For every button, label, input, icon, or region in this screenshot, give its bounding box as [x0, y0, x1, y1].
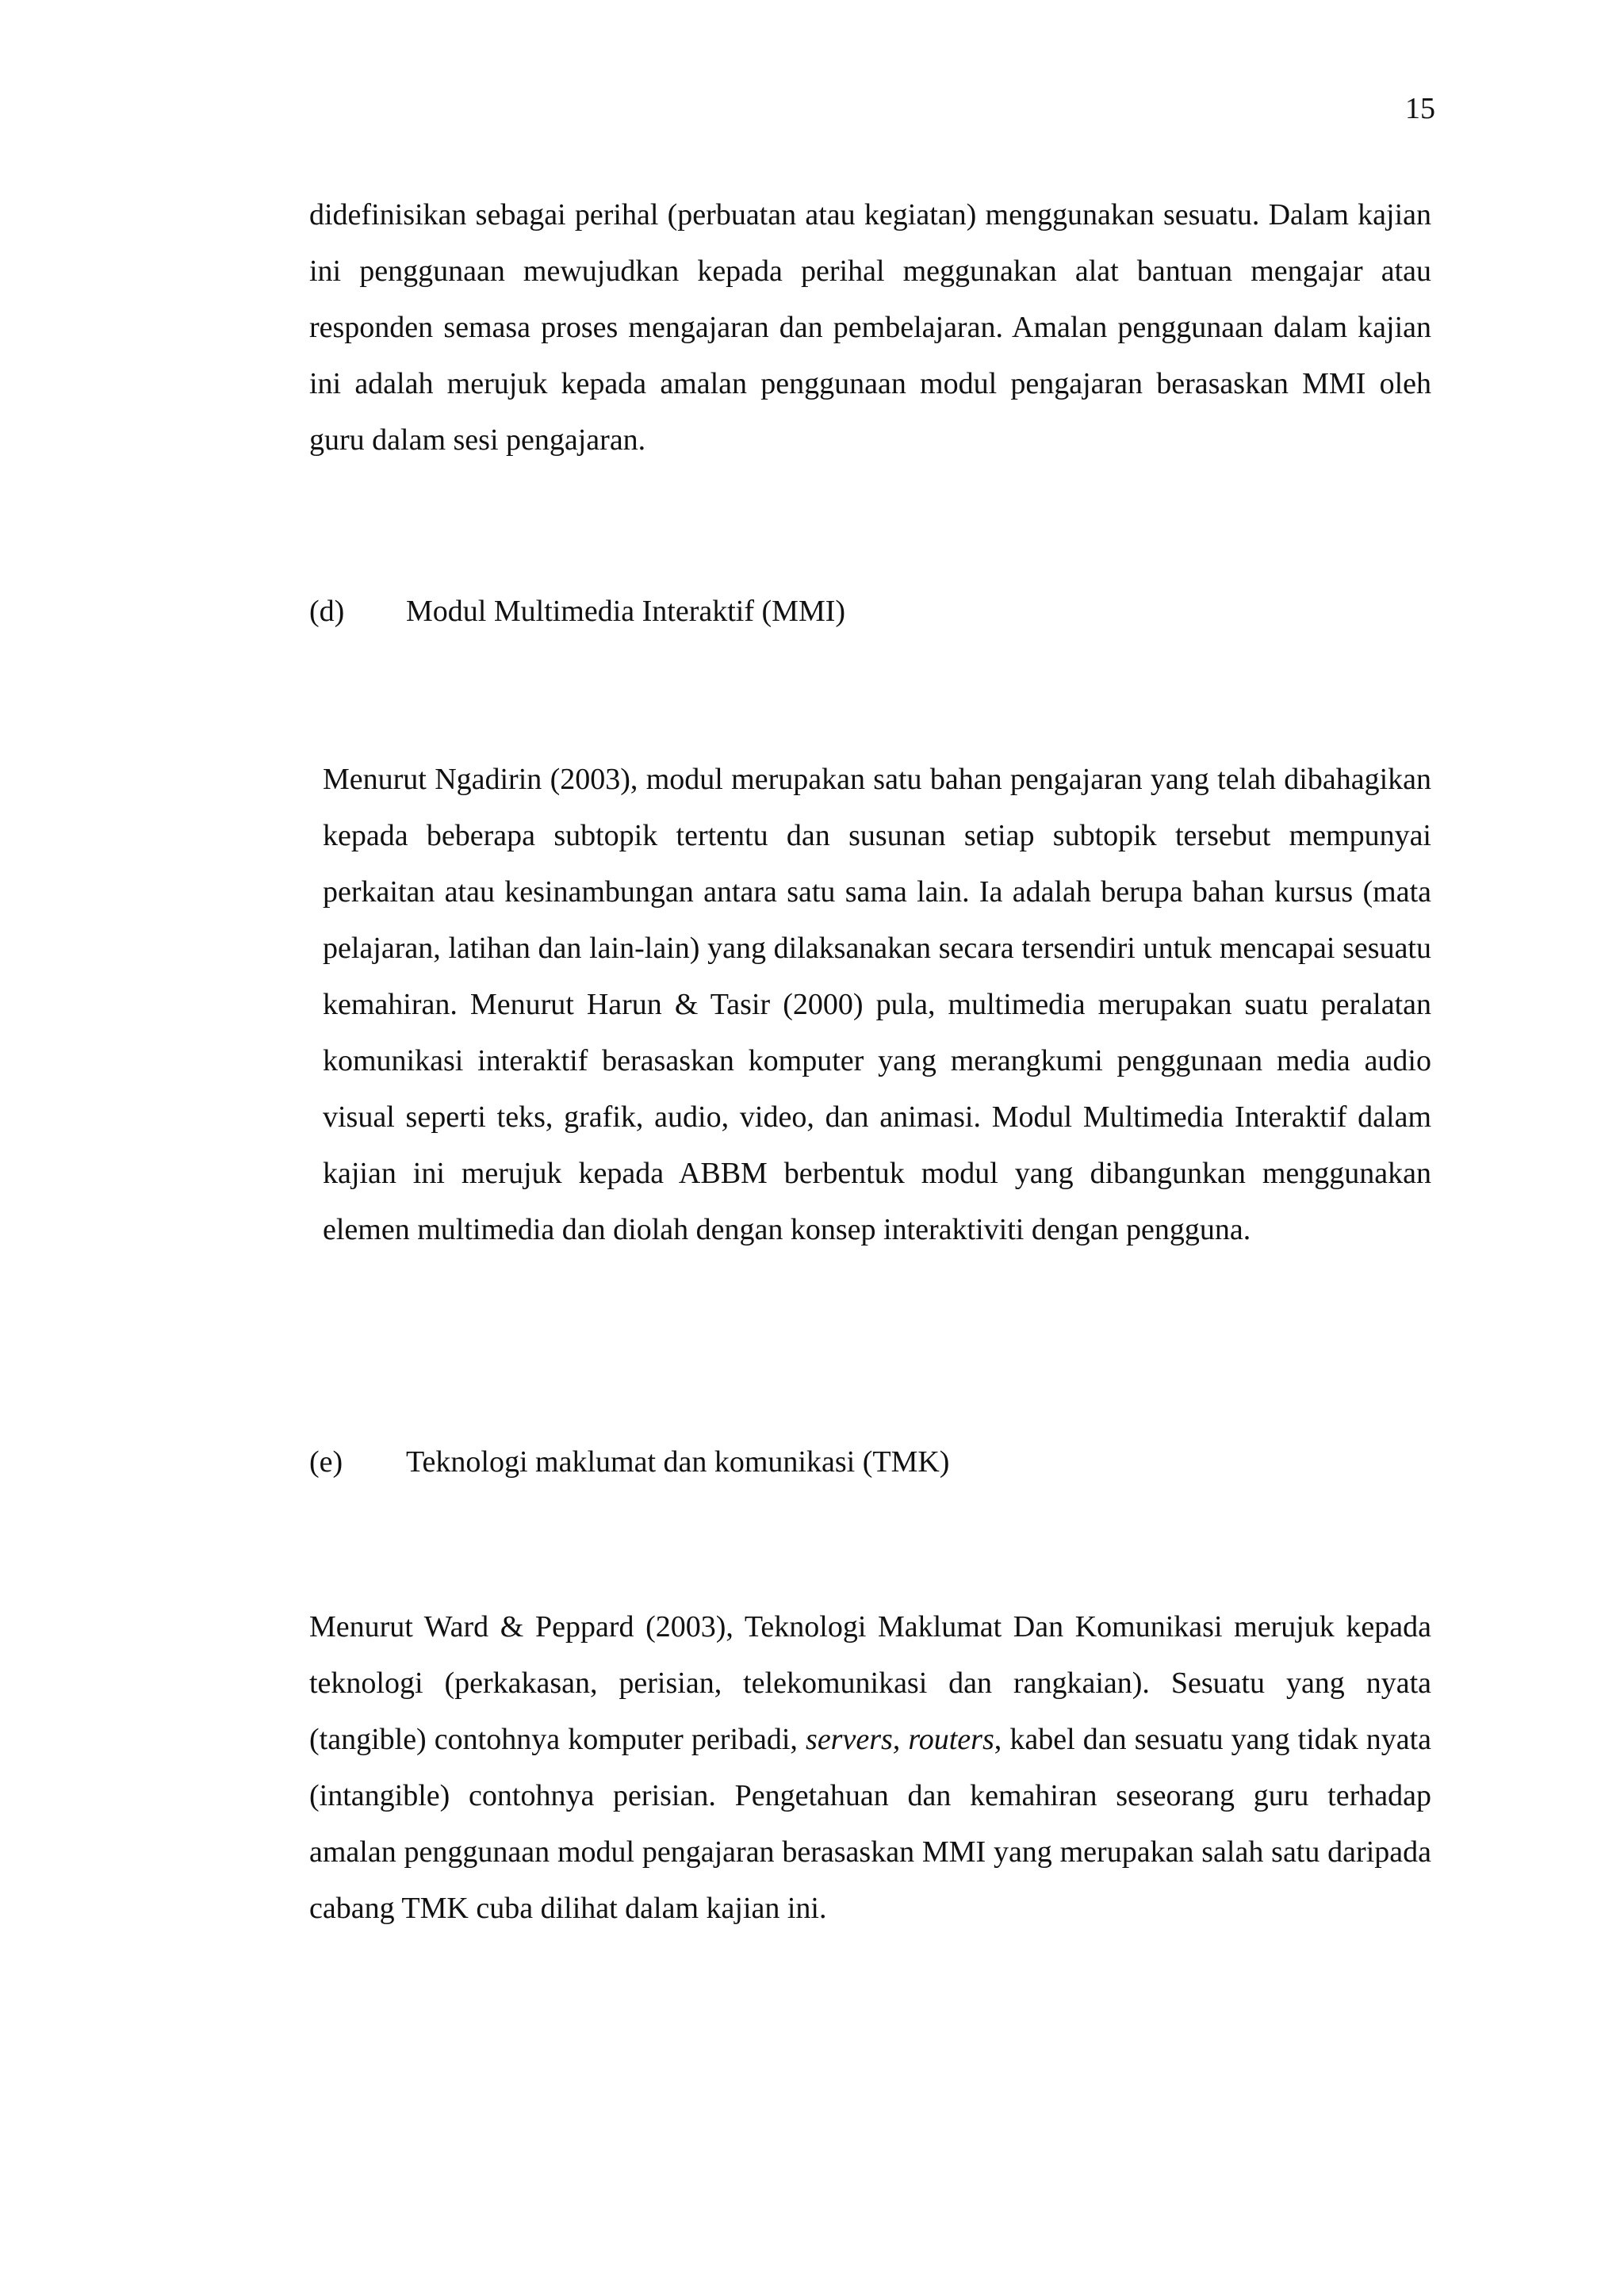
paragraph-modul-multimedia: Menurut Ngadirin (2003), modul merupakan satu bahan pengajaran yang telah dibahagikan kepada beberapa subtopik tertentu dan susunan setiap subtopik tersebut mempunyai perkaitan atau kesinambungan antara satu sama lain. Ia adalah berupa bahan kursus (mata pelajaran, latihan dan lain-lain) yang dilaksanakan secara tersendiri untuk mencapai sesuatu kemahiran. Menurut Harun & Tasir (2000) pula, multimedia merupakan suatu peralatan komunikasi interaktif berasaskan komputer yang merangkumi penggunaan media audio visual seperti teks, grafik, audio, video, dan animasi. Modul Multimedia Interaktif dalam kajian ini merujuk kepada ABBM berbentuk modul yang dibangunkan menggunakan elemen multimedia dan diolah dengan konsep interaktiviti dengan pengguna.	[323, 763, 1431, 1246]
paragraph-tmk-part-2: , kabel dan sesuatu yang tidak nyata (intangible) contohnya perisian. Pengetahuan dan kemahiran seseorang guru terhadap amalan penggunaan modul pengajaran berasaskan MMI yang merupakan salah satu daripada cabang TMK cuba dilihat dalam kajian ini.	[309, 1723, 1431, 1925]
section-title-d: Modul Multimedia Interaktif (MMI)	[406, 595, 846, 628]
section-heading-d	[309, 596, 845, 626]
paragraph-tmk	[309, 1599, 1431, 1937]
section-title-e: Teknologi maklumat dan komunikasi (TMK)	[406, 1445, 950, 1479]
paragraph-tmk-italic: servers, routers	[806, 1723, 994, 1756]
page-number: 15	[1405, 92, 1435, 125]
section-label-d: (d)	[309, 595, 345, 628]
paragraph-definition-penggunaan: didefinisikan sebagai perihal (perbuatan atau kegiatan) menggunakan sesuatu. Dalam kajian ini penggunaan mewujudkan kepada perihal meggunakan alat bantuan mengajar atau responden semasa proses mengajaran dan pembelajaran. Amalan penggunaan dalam kajian ini adalah merujuk kepada amalan penggunaan modul pengajaran berasaskan MMI oleh guru dalam sesi pengajaran.	[309, 198, 1431, 457]
paragraph-tmk-part-1: Menurut Ward & Peppard (2003), Teknologi Maklumat Dan Komunikasi merujuk kepada teknologi (perkakasan, perisian, telekomunikasi dan rangkaian). Sesuatu yang nyata (tangible) contohnya komputer peribadi,	[309, 1610, 1431, 1756]
section-heading-e	[309, 1447, 949, 1477]
section-label-e: (e)	[309, 1445, 343, 1479]
